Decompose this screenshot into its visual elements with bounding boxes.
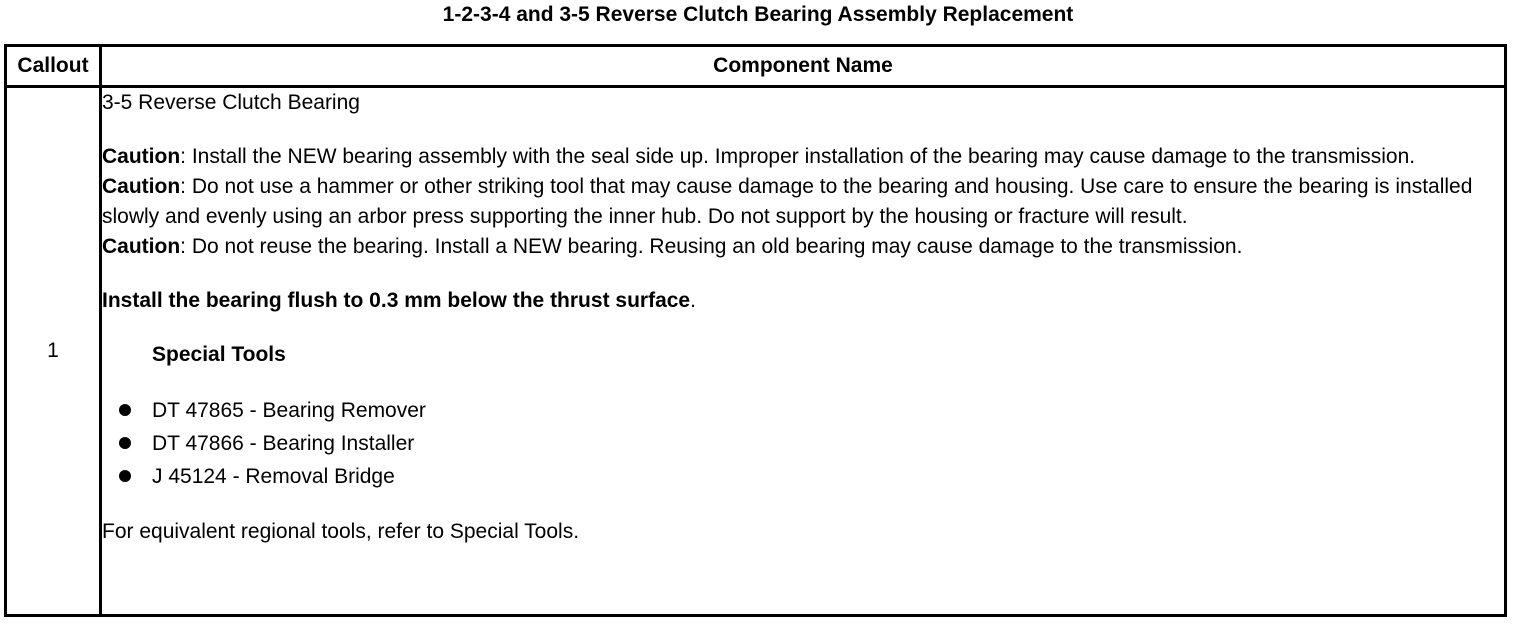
caution-text: : Do not reuse the bearing. Install a NEW bearing. Reusing an old bearing may cause damage to the transmission. — [180, 235, 1243, 258]
bullet-icon — [119, 470, 131, 482]
special-tools-heading: Special Tools — [152, 343, 286, 366]
component-cell — [101, 87, 1506, 616]
table-row — [6, 87, 1506, 616]
caution-text: : Do not use a hammer or other striking tool that may cause damage to the bearing and housing. Use care to ensure the bearing is installed slowly and evenly using an arbor press supporting the inner hub. Do not support by the housing or fracture will result. — [102, 175, 1473, 228]
install-note-text: Install the bearing flush to 0.3 mm below the thrust surface — [102, 289, 691, 312]
caution-label: Caution — [102, 145, 181, 168]
component-name-column-header: Component Name — [101, 46, 1506, 87]
tool-label: DT 47865 - Bearing Remover — [152, 399, 426, 422]
callout-table — [4, 44, 1507, 617]
list-item — [102, 394, 1504, 427]
regional-tools-note: For equivalent regional tools, refer to Special Tools. — [102, 520, 580, 543]
caution-text: : Install the NEW bearing assembly with the seal side up. Improper installation of the bearing may cause damage to the transmission. — [180, 145, 1416, 168]
table-header-row — [6, 46, 1506, 87]
tool-label: J 45124 - Removal Bridge — [152, 465, 395, 488]
caution-label: Caution — [102, 235, 181, 258]
document-title: 1-2-3-4 and 3-5 Reverse Clutch Bearing Assembly Replacement — [442, 3, 1074, 26]
special-tools-list — [102, 394, 1504, 493]
callout-column-header: Callout — [6, 46, 101, 87]
component-name: 3-5 Reverse Clutch Bearing — [102, 91, 360, 114]
bullet-icon — [119, 437, 131, 449]
caution-item — [102, 232, 1504, 262]
caution-label: Caution — [102, 175, 181, 198]
install-note — [102, 286, 1504, 316]
caution-item — [102, 142, 1504, 172]
caution-item — [102, 172, 1504, 232]
tool-label: DT 47866 - Bearing Installer — [152, 432, 415, 455]
caution-block — [102, 142, 1504, 262]
bullet-icon — [119, 404, 131, 416]
list-item — [102, 460, 1504, 493]
callout-number: 1 — [6, 87, 101, 616]
list-item — [102, 427, 1504, 460]
install-note-period: . — [690, 289, 696, 312]
